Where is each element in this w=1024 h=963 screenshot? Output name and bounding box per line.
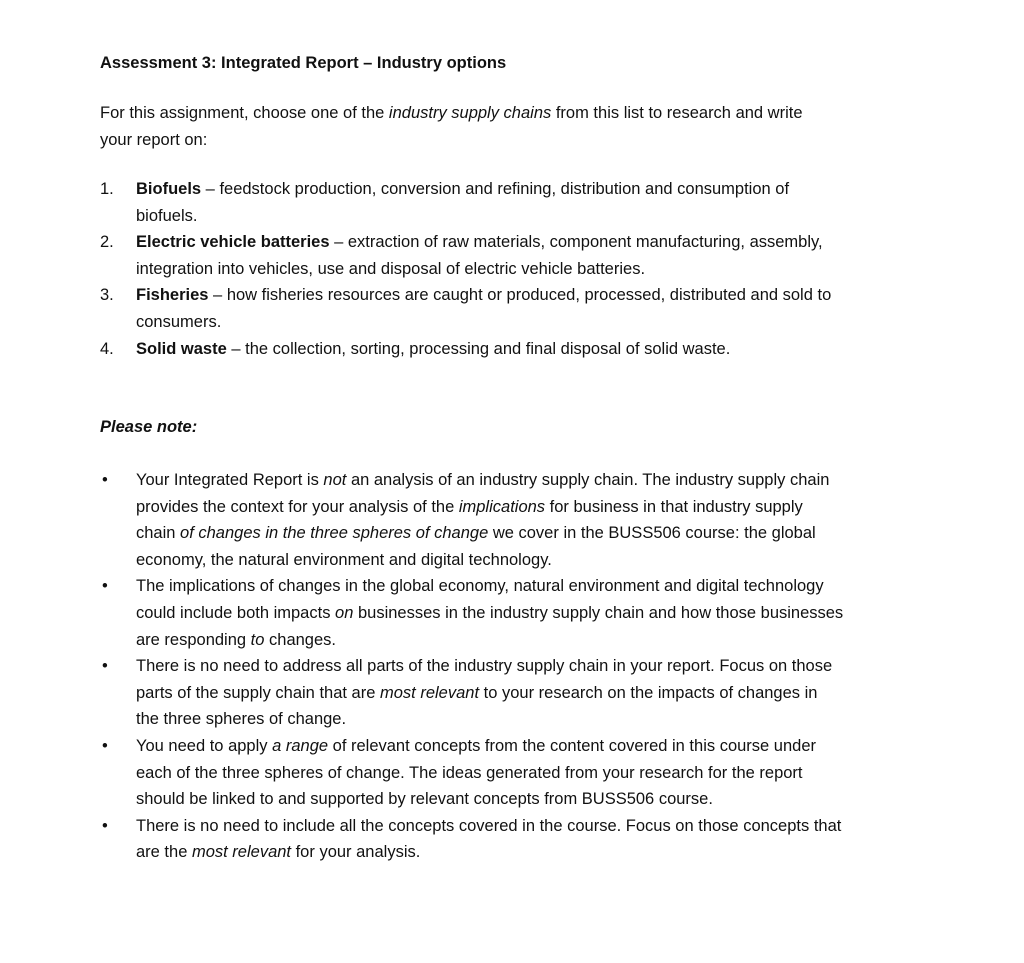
text-run: each of the three spheres of change. The ideas generated from your research for the report: [136, 763, 803, 782]
bullet-icon: •: [102, 471, 108, 489]
note-heading: Please note:: [100, 418, 198, 436]
italic-text: a range: [272, 737, 329, 755]
italic-text: implications: [458, 497, 546, 516]
option-line: [136, 259, 645, 279]
italic-text: most relevant: [379, 683, 480, 702]
text-run: changes.: [264, 630, 336, 649]
text-run: chain: [136, 524, 181, 543]
note-line: [136, 709, 346, 729]
text-run: businesses in the industry supply chain and how those businesses: [353, 604, 844, 622]
bold-text: Biofuels: [136, 180, 202, 198]
text-run: your report on:: [100, 130, 208, 149]
option-line: [136, 312, 221, 332]
option-line: [136, 232, 823, 252]
bold-text: Electric vehicle batteries: [136, 233, 330, 252]
italic-text: of changes in the three spheres of change: [180, 524, 489, 543]
text-run: to your research on the impacts of changes in: [479, 683, 818, 702]
text-run: parts of the supply chain that are: [136, 683, 380, 702]
note-line: [136, 497, 803, 517]
text-run: For this assignment, choose one of the: [100, 104, 389, 122]
text-run: The implications of changes in the global economy, natural environment and digital technology: [136, 577, 824, 596]
text-run: for your analysis.: [291, 843, 421, 862]
text-run: the three spheres of change.: [136, 710, 347, 729]
note-line: [136, 789, 713, 809]
text-run: Your Integrated Report is: [136, 471, 324, 489]
intro-line: [100, 103, 803, 123]
text-run: There is no need to include all the concepts covered in the course. Focus on those concepts that: [136, 816, 842, 835]
bold-text: Solid waste: [136, 339, 227, 358]
text-run: economy, the natural environment and digital technology.: [136, 550, 552, 569]
note-line: [136, 470, 829, 490]
list-number: 4.: [100, 339, 114, 358]
text-run: There is no need to address all parts of the industry supply chain in your report. Focus on those: [136, 657, 833, 676]
note-line: [136, 656, 832, 676]
option-line: [136, 179, 789, 199]
bullet-icon: •: [102, 816, 108, 835]
italic-text: most relevant: [191, 843, 292, 862]
text-run: are responding: [136, 630, 251, 649]
text-run: an analysis of an industry supply chain. The industry supply chain: [346, 471, 830, 489]
text-run: biofuels.: [136, 206, 198, 225]
text-run: – extraction of raw materials, component manufacturing, assembly,: [329, 233, 823, 252]
italic-text: industry supply chains: [388, 104, 552, 122]
note-line: [136, 550, 552, 570]
text-run: – the collection, sorting, processing and final disposal of solid waste.: [226, 339, 731, 358]
note-line: [136, 576, 824, 596]
text-run: consumers.: [136, 313, 222, 331]
list-number: 3.: [100, 286, 114, 305]
text-run: of relevant concepts from the content covered in this course under: [328, 737, 816, 755]
note-line: [136, 763, 803, 783]
note-line: [136, 816, 841, 836]
bullet-icon: •: [102, 577, 108, 596]
text-run: for business in that industry supply: [545, 497, 803, 516]
note-line: [136, 736, 816, 756]
note-line: [136, 603, 843, 623]
text-run: You need to apply: [136, 737, 273, 755]
bullet-icon: •: [102, 737, 108, 755]
italic-text: not: [323, 471, 347, 489]
italic-text: on: [335, 604, 354, 622]
bold-text: Fisheries: [136, 286, 209, 305]
bullet-icon: •: [102, 657, 108, 676]
intro-line: [100, 130, 207, 150]
note-line: [136, 523, 816, 543]
text-run: should be linked to and supported by relevant concepts from BUSS506 course.: [136, 790, 713, 809]
text-run: – how fisheries resources are caught or produced, processed, distributed and sold to: [208, 286, 832, 305]
italic-text: to: [250, 630, 265, 649]
text-run: – feedstock production, conversion and refining, distribution and consumption of: [201, 180, 790, 198]
list-number: 2.: [100, 233, 114, 252]
note-line: [136, 683, 817, 703]
note-line: [136, 630, 336, 650]
note-line: [136, 842, 420, 862]
text-run: provides the context for your analysis of the: [136, 497, 459, 516]
text-run: we cover in the BUSS506 course: the global: [488, 524, 816, 543]
option-line: [136, 339, 730, 359]
list-number: 1.: [100, 180, 114, 198]
text-run: integration into vehicles, use and disposal of electric vehicle batteries.: [136, 259, 646, 278]
document-title: Assessment 3: Integrated Report – Industry options: [100, 54, 507, 72]
option-line: [136, 206, 197, 226]
option-line: [136, 285, 831, 305]
text-run: could include both impacts: [136, 604, 336, 622]
text-run: from this list to research and write: [551, 104, 803, 122]
text-run: are the: [136, 843, 192, 862]
